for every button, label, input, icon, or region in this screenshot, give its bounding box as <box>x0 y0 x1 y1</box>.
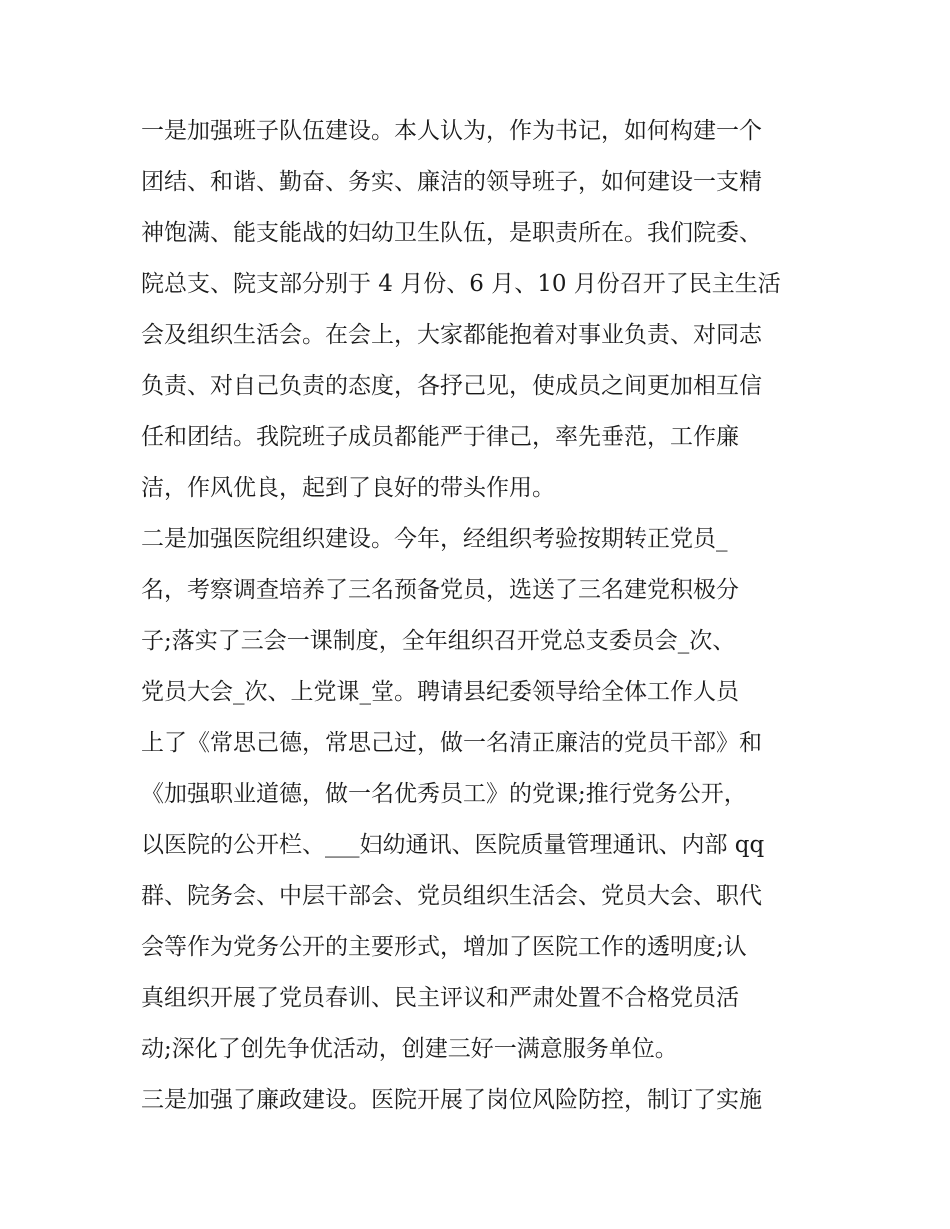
text-line: 神饱满、能支能战的妇幼卫生队伍，是职责所在。我们院委、 <box>141 220 762 246</box>
text-line: 任和团结。我院班子成员都能严于律己，率先垂范，工作廉 <box>141 424 739 450</box>
paragraph-organization-building <box>141 514 821 1075</box>
text-line: 名，考察调查培养了三名预备党员，选送了三名建党积极分 <box>141 577 739 603</box>
text-line: 子;落实了三会一课制度，全年组织召开党总支委员会_次、 <box>141 628 736 654</box>
text-line: 真组织开展了党员春训、民主评议和严肃处置不合格党员活 <box>141 985 739 1011</box>
text-line: 三是加强了廉政建设。医院开展了岗位风险防控，制订了实施 <box>141 1087 762 1113</box>
text-line: 洁，作风优良，起到了良好的带头作用。 <box>141 475 555 501</box>
text-line: 党员大会_次、上党课_堂。聘请县纪委领导给全体工作人员 <box>141 679 739 705</box>
paragraph-team-building <box>141 106 821 514</box>
text-line: 上了《常思己德，常思己过，做一名清正廉洁的党员干部》和 <box>141 730 762 756</box>
text-line: 院总支、院支部分别于 4 月份、6 月、10 月份召开了民主生活 <box>141 271 781 297</box>
text-line: 二是加强医院组织建设。今年，经组织考验按期转正党员_ <box>141 526 728 552</box>
text-line: 《加强职业道德，做一名优秀员工》的党课;推行党务公开， <box>141 781 747 807</box>
text-line: 群、院务会、中层干部会、党员组织生活会、党员大会、职代 <box>141 883 762 909</box>
text-line: 一是加强班子队伍建设。本人认为，作为书记，如何构建一个 <box>141 118 762 144</box>
text-line: 动;深化了创先争优活动，创建三好一满意服务单位。 <box>141 1036 678 1062</box>
text-line: 负责、对自己负责的态度，各抒己见，使成员之间更加相互信 <box>141 373 762 399</box>
paragraph-integrity-building <box>141 1075 821 1126</box>
text-line: 以医院的公开栏、___妇幼通讯、医院质量管理通讯、内部 qq <box>141 832 765 858</box>
text-line: 会等作为党务公开的主要形式，增加了医院工作的透明度;认 <box>141 934 747 960</box>
text-line: 团结、和谐、勤奋、务实、廉洁的领导班子，如何建设一支精 <box>141 169 762 195</box>
document-body <box>141 106 821 1126</box>
text-line: 会及组织生活会。在会上，大家都能抱着对事业负责、对同志 <box>141 322 762 348</box>
